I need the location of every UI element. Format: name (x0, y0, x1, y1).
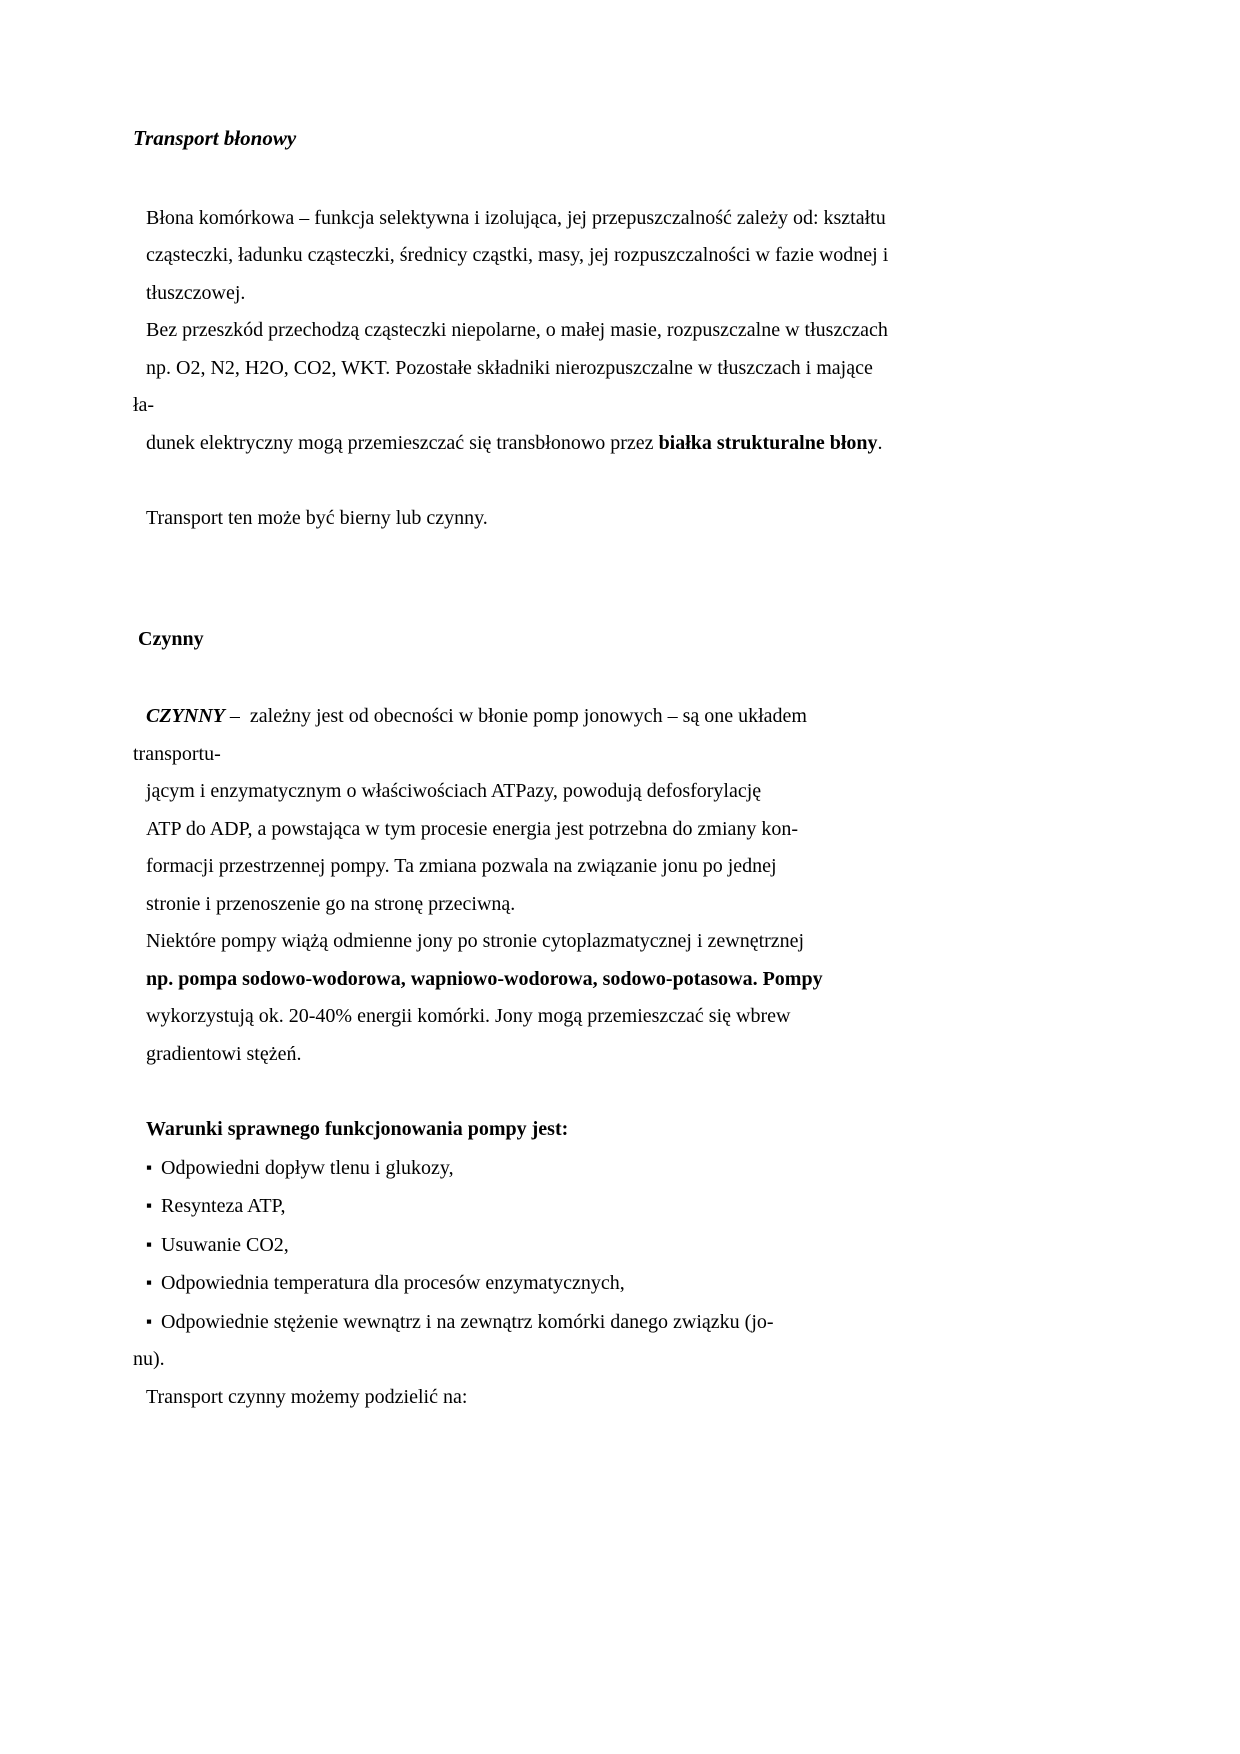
text-line (133, 1379, 1143, 1417)
text-run: Warunki sprawnego funkcjonowania pompy jest: (146, 1118, 569, 1140)
text-line (133, 736, 1143, 774)
text-line (133, 1111, 1143, 1149)
text-line (133, 998, 1143, 1036)
text-run: gradientowi stężeń. (146, 1042, 302, 1065)
text-line (133, 886, 1143, 924)
text-run: Czynny (138, 627, 204, 650)
text-line (133, 773, 1143, 811)
text-run: Odpowiednia temperatura dla procesów enzymatycznych, (161, 1272, 625, 1294)
text-line (133, 350, 1143, 388)
text-line (133, 1149, 1143, 1188)
text-run: cząsteczki, ładunku cząsteczki, średnicy cząstki, masy, jej rozpuszczalności w fazie wodnej i (146, 244, 889, 266)
text-run: Niektóre pompy wiążą odmienne jony po stronie cytoplazmatycznej i zewnętrznej (146, 930, 805, 952)
text-line (133, 275, 1143, 313)
text-run: np. O2, N2, H2O, CO2, WKT. Pozostałe składniki nierozpuszczalne w tłuszczach i mające (146, 356, 873, 379)
text-line (133, 237, 1143, 275)
text-run: jącym i enzymatycznym o właściwościach ATPazy, powodują defosforylację (146, 780, 762, 802)
heading (133, 621, 1143, 659)
text-run: formacji przestrzennej pompy. Ta zmiana pozwala na związanie jonu po jednej (146, 855, 777, 877)
text-run: Transport błonowy (133, 126, 297, 150)
text-run: stronie i przenoszenie go na stronę przeciwną. (146, 892, 516, 915)
text-line (133, 1226, 1143, 1265)
title (133, 120, 1143, 158)
text-run: Resynteza ATP, (161, 1195, 286, 1217)
text-line (133, 811, 1143, 849)
document-body (133, 120, 1143, 1416)
bullet-icon: ▪ (146, 1157, 153, 1177)
text-line (133, 698, 1143, 736)
text-line (133, 848, 1143, 886)
text-line (133, 120, 1143, 158)
text-run: ła- (133, 394, 155, 416)
text-line (133, 1264, 1143, 1303)
text-run: ATP do ADP, a powstająca w tym procesie energia jest potrzebna do zmiany kon- (146, 817, 799, 840)
text-line (133, 500, 1143, 538)
text-run: Odpowiednie stężenie wewnątrz i na zewnątrz komórki danego związku (jo- (161, 1310, 774, 1333)
text-line (133, 1341, 1143, 1379)
text-run: dunek elektryczny mogą przemieszczać się transbłonowo przez (146, 431, 659, 454)
text-run: np. pompa sodowo-wodorowa, wapniowo-wodorowa, sodowo-potasowa. Pompy (146, 967, 823, 990)
text-line (133, 1187, 1143, 1226)
text-run: Odpowiedni dopływ tlenu i glukozy, (161, 1156, 454, 1179)
text-run: białka strukturalne błony (658, 431, 878, 454)
text-line (133, 425, 1143, 463)
text-line (133, 1303, 1143, 1342)
text-run: Bez przeszkód przechodzą cząsteczki niepolarne, o małej masie, rozpuszczalne w tłuszczach (146, 319, 888, 341)
text-run: Transport ten może być bierny lub czynny. (146, 507, 488, 529)
paragraph (133, 500, 1143, 538)
text-run: CZYNNY (146, 705, 225, 727)
text-run: – zależny jest od obecności w błonie pomp jonowych – są one układem (224, 705, 807, 727)
paragraph (133, 698, 1143, 1073)
paragraph (133, 1111, 1143, 1416)
text-run: . (877, 431, 883, 454)
text-run: transportu- (133, 742, 221, 765)
text-run: Transport czynny możemy podzielić na: (146, 1385, 468, 1408)
text-run: Usuwanie CO2, (161, 1233, 289, 1256)
paragraph (133, 200, 1143, 463)
text-line (133, 1036, 1143, 1074)
text-run: tłuszczowej. (146, 281, 246, 304)
text-run: Błona komórkowa – funkcja selektywna i izolująca, jej przepuszczalność zależy od: kształtu (146, 206, 886, 229)
text-line (133, 312, 1143, 350)
text-line (133, 621, 1143, 659)
text-line (133, 923, 1143, 961)
text-run: wykorzystują ok. 20-40% energii komórki. Jony mogą przemieszczać się wbrew (146, 1005, 791, 1027)
text-line (133, 961, 1143, 999)
text-run: nu). (133, 1348, 165, 1370)
bullet-icon: ▪ (146, 1273, 153, 1292)
text-line (133, 200, 1143, 238)
bullet-icon: ▪ (146, 1311, 153, 1331)
bullet-icon: ▪ (146, 1234, 153, 1254)
bullet-icon: ▪ (146, 1196, 153, 1215)
text-line (133, 387, 1143, 425)
